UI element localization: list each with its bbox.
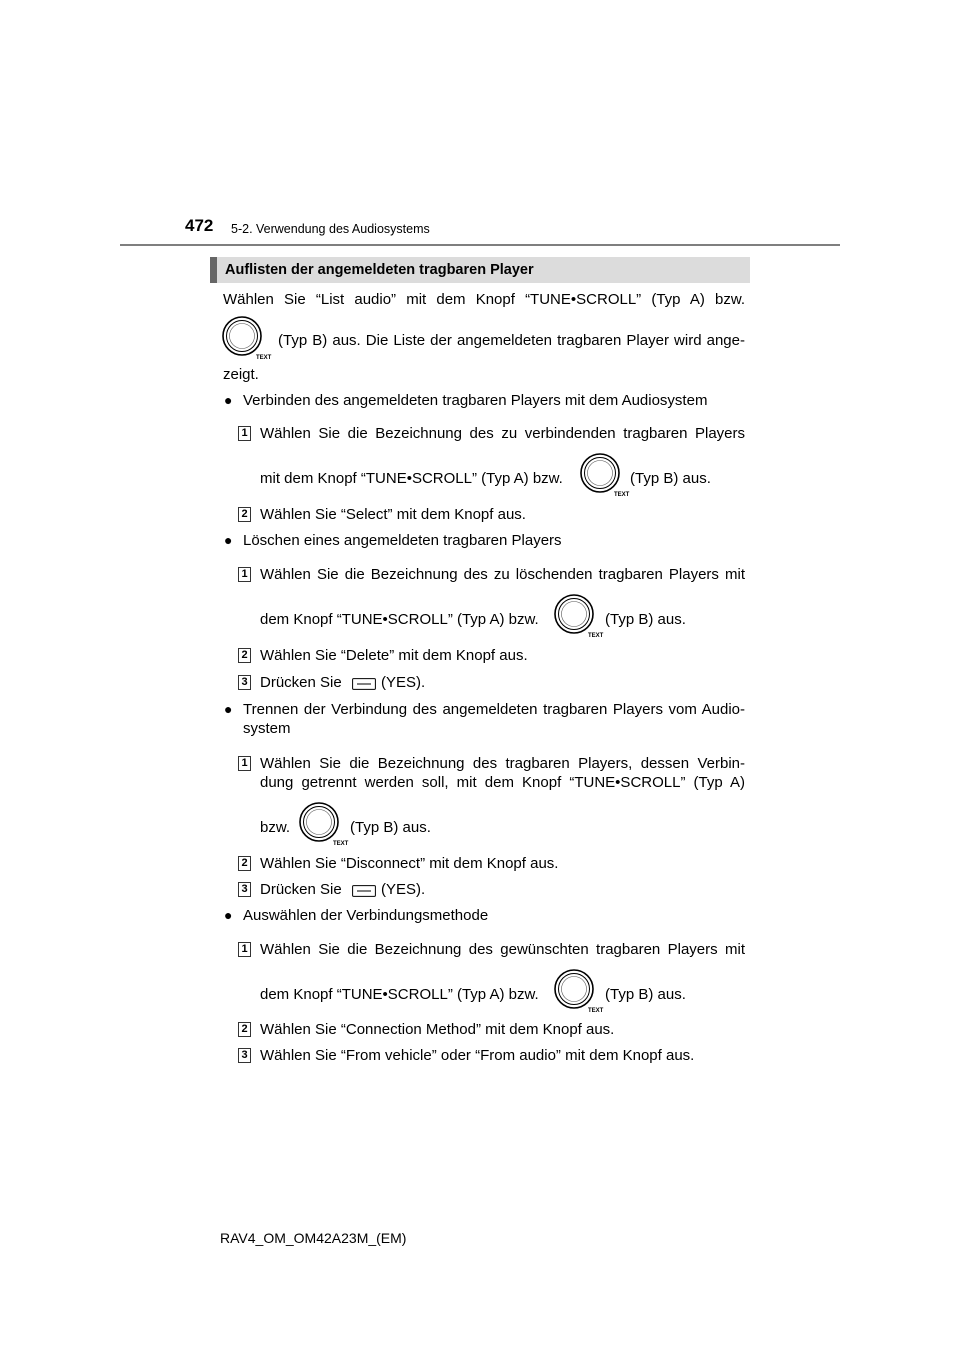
tune-knob-icon (220, 315, 272, 361)
method-step1-line2-end: (Typ B) aus. (605, 986, 686, 1003)
delete-step3: Drücken Sie (260, 674, 342, 691)
step-number-1: 1 (238, 942, 251, 957)
yes-button-icon (352, 885, 376, 897)
step-number-3: 3 (238, 675, 251, 690)
delete-step2: Wählen Sie “Delete” mit dem Knopf aus. (260, 647, 528, 664)
connect-step1-line1: Wählen Sie die Bezeichnung des zu verbindenden tragbaren Players (260, 425, 745, 442)
section-title: Auflisten der angemeldeten tragbaren Player (210, 257, 750, 283)
delete-step3-end: (YES). (381, 674, 426, 691)
tune-knob-icon (552, 593, 604, 639)
method-title: Auswählen der Verbindungsmethode (243, 907, 489, 924)
step-number-2: 2 (238, 648, 251, 663)
disconnect-step1-line1: Wählen Sie die Bezeichnung des tragbaren Players, dessen Verbin- (260, 755, 745, 772)
disconnect-step3: Drücken Sie (260, 881, 342, 898)
document-code-footer: RAV4_OM_OM42A23M_(EM) (220, 1230, 407, 1246)
step-number-3: 3 (238, 1048, 251, 1063)
disconnect-step2: Wählen Sie “Disconnect” mit dem Knopf aus. (260, 855, 559, 872)
step-number-2: 2 (238, 1022, 251, 1037)
knob-text-label: TEXT (588, 633, 604, 639)
step-number-2: 2 (238, 507, 251, 522)
delete-title: Löschen eines angemeldeten tragbaren Players (243, 532, 562, 549)
disconnect-step1-line2: dung getrennt werden soll, mit dem Knopf “TUNE•SCROLL” (Typ A) (260, 774, 745, 791)
knob-text-label: TEXT (256, 355, 272, 361)
disconnect-step1-line3: bzw. (260, 819, 291, 836)
connect-title: Verbinden des angemeldeten tragbaren Players mit dem Audiosystem (243, 392, 708, 409)
connect-step1-line2: mit dem Knopf “TUNE•SCROLL” (Typ A) bzw. (260, 470, 563, 487)
delete-step1-line2: dem Knopf “TUNE•SCROLL” (Typ A) bzw. (260, 611, 539, 628)
step-number-1: 1 (238, 567, 251, 582)
yes-button-icon (352, 678, 376, 690)
connect-step2: Wählen Sie “Select” mit dem Knopf aus. (260, 506, 526, 523)
page-number: 472 (185, 216, 214, 235)
method-step1-line1: Wählen Sie die Bezeichnung des gewünschten tragbaren Players mit (260, 941, 745, 958)
delete-step1-line1: Wählen Sie die Bezeichnung des zu löschenden tragbaren Players mit (260, 566, 745, 583)
disconnect-step3-end: (YES). (381, 881, 426, 898)
disconnect-step1-line3-end: (Typ B) aus. (350, 819, 431, 836)
method-step3: Wählen Sie “From vehicle” oder “From audio” mit dem Knopf aus. (260, 1047, 695, 1064)
tune-knob-icon (297, 801, 349, 847)
bullet-icon: ● (224, 532, 233, 548)
bullet-icon: ● (224, 701, 233, 717)
step-number-1: 1 (238, 426, 251, 441)
delete-step1-line2-end: (Typ B) aus. (605, 611, 686, 628)
knob-text-label: TEXT (614, 492, 630, 498)
method-step1-line2: dem Knopf “TUNE•SCROLL” (Typ A) bzw. (260, 986, 539, 1003)
disconnect-title-line1: Trennen der Verbindung des angemeldeten tragbaren Players vom Audio- (243, 701, 745, 718)
step-number-2: 2 (238, 856, 251, 871)
disconnect-title-line2: system (243, 720, 291, 737)
running-head: 5-2. Verwendung des Audiosystems (231, 222, 430, 236)
intro-line-2: (Typ B) aus. Die Liste der angemeldeten tragbaren Player wird ange- (278, 332, 745, 349)
knob-text-label: TEXT (588, 1008, 604, 1014)
bullet-icon: ● (224, 907, 233, 923)
tune-knob-icon (552, 968, 604, 1014)
connect-step1-line2-end: (Typ B) aus. (630, 470, 711, 487)
knob-text-label: TEXT (333, 841, 349, 847)
method-step2: Wählen Sie “Connection Method” mit dem Knopf aus. (260, 1021, 615, 1038)
intro-line-3: zeigt. (223, 366, 259, 383)
bullet-icon: ● (224, 392, 233, 408)
header-rule (120, 244, 840, 246)
tune-knob-icon (578, 452, 630, 498)
step-number-3: 3 (238, 882, 251, 897)
intro-line-1: Wählen Sie “List audio” mit dem Knopf “TUNE•SCROLL” (Typ A) bzw. (223, 291, 745, 308)
step-number-1: 1 (238, 756, 251, 771)
